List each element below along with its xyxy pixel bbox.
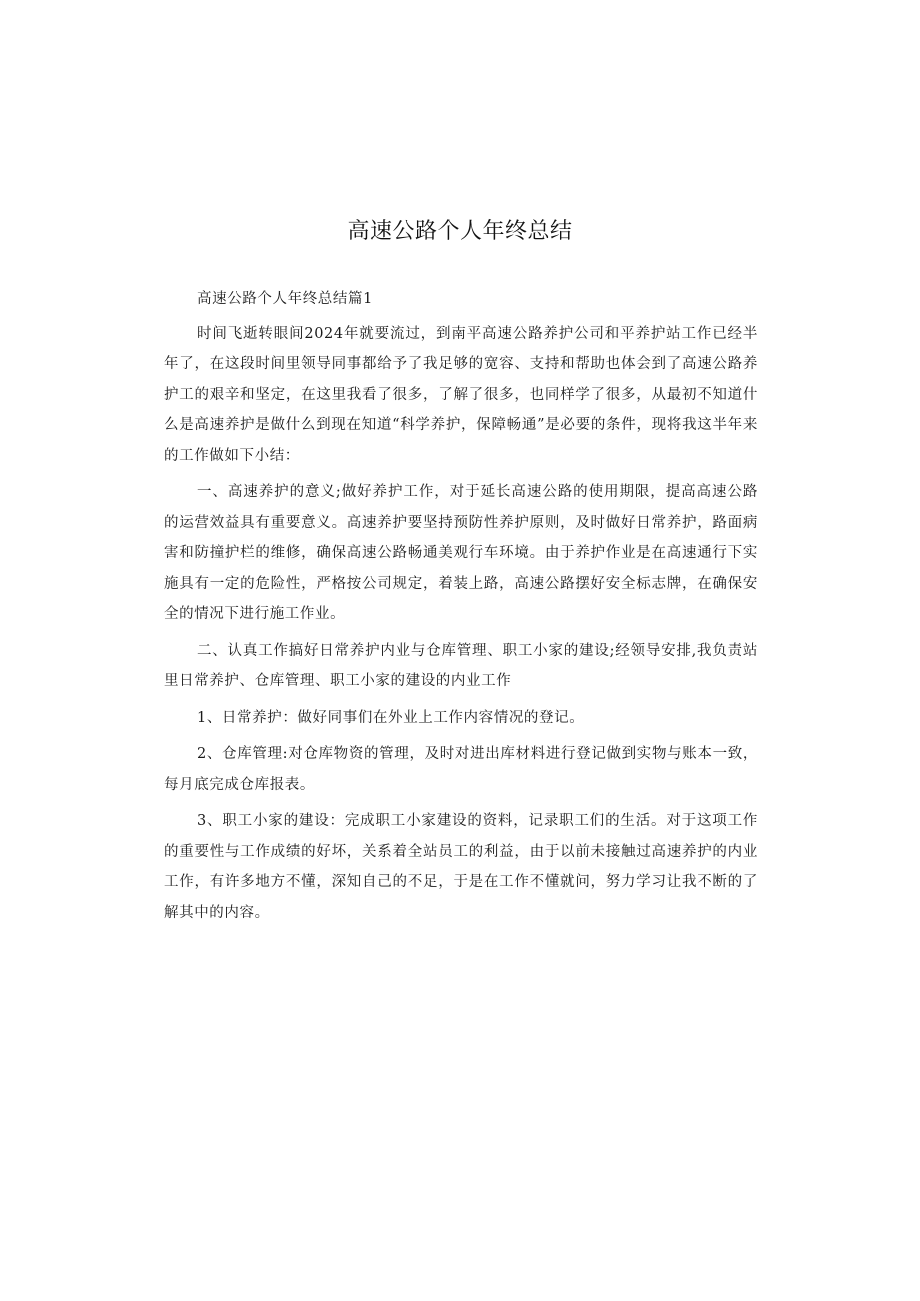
document-title: 高速公路个人年终总结 (347, 219, 573, 244)
section-heading: 高速公路个人年终总结篇1 (197, 291, 373, 307)
paragraph-staff-home: 3、职工小家的建设：完成职工小家建设的资料，记录职工们的生活。对于这项工作的重要性与工作成绩的好坏，关系着全站员工的利益，由于以前未接触过高速养护的内业工作，有许多地方不懂，深知自己的不足，于是在工作不懂就问，努力学习让我不断的了解其中的内容。 (164, 813, 758, 921)
document-body (164, 284, 758, 934)
paragraph-warehouse-management: 2、仓库管理:对仓库物资的管理，及时对进出库材料进行登记做到实物与账本一致，每月底完成仓库报表。 (164, 746, 758, 793)
intro-paragraph: 时间飞逝转眼间2024年就要流过，到南平高速公路养护公司和平养护站工作已经半年了，在这段时间里领导同事都给予了我足够的宽容、支持和帮助也体会到了高速公路养护工的艰辛和坚定，在这里我看了很多，了解了很多，也同样学了很多，从最初不知道什么是高速养护是做什么到现在知道“科学养护，保障畅通”是必要的条件，现将我这半年来的工作做如下小结： (164, 325, 758, 464)
paragraph-significance: 一、高速养护的意义;做好养护工作，对于延长高速公路的使用期限，提高高速公路的运营效益具有重要意义。高速养护要坚持预防性养护原则，及时做好日常养护，路面病害和防撞护栏的维修，确保高速公路畅通美观行车环境。由于养护作业是在高速通行下实施具有一定的危险性，严格按公司规定，着装上路，高速公路摆好安全标志牌，在确保安全的情况下进行施工作业。 (164, 484, 758, 622)
paragraph-internal-work: 二、认真工作搞好日常养护内业与仓库管理、职工小家的建设;经领导安排,我负责站里日常养护、仓库管理、职工小家的建设的内业工作 (164, 642, 758, 689)
paragraph-daily-maintenance: 1、日常养护：做好同事们在外业上工作内容情况的登记。 (197, 709, 585, 726)
